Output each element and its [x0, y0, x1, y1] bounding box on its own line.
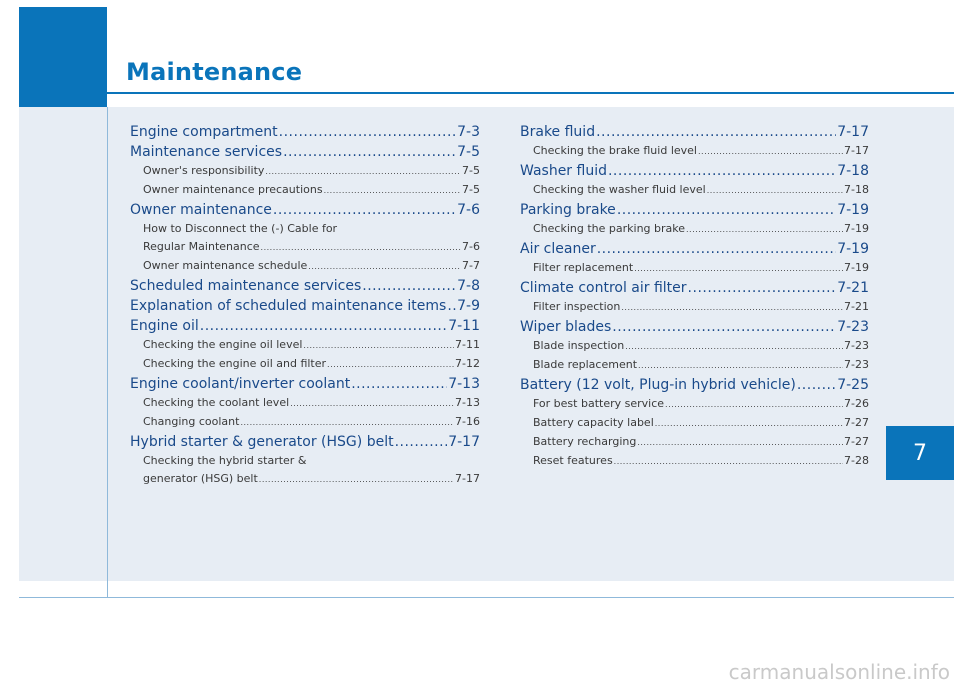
toc-leader-dots: [634, 260, 843, 278]
toc-entry-label: Checking the hybrid starter &: [143, 454, 307, 467]
toc-section-entry[interactable]: [130, 200, 480, 220]
toc-entry-label: generator (HSG) belt: [143, 472, 258, 485]
toc-leader-dots: [621, 299, 843, 317]
toc-page-number: 7-23: [837, 319, 869, 335]
toc-subsection-entry[interactable]: [520, 142, 869, 161]
toc-section-entry[interactable]: [520, 317, 869, 337]
toc-section-entry[interactable]: [130, 316, 480, 336]
toc-entry-label: Regular Maintenance: [143, 240, 260, 253]
toc-page-number: 7-6: [462, 240, 480, 253]
toc-leader-dots: [797, 375, 836, 395]
toc-leader-dots: [308, 258, 461, 276]
toc-entry-label: Engine compartment: [130, 124, 278, 140]
toc-leader-dots: [200, 316, 447, 336]
toc-entry-label: For best battery service: [533, 397, 665, 410]
toc-page-number: 7-8: [457, 278, 480, 294]
toc-leader-dots: [614, 453, 843, 471]
toc-leader-dots: [617, 200, 836, 220]
toc-entry-label: Checking the engine oil level: [143, 338, 303, 351]
toc-entry-label: Hybrid starter & generator (HSG) belt: [130, 434, 394, 450]
left-margin-rule: [107, 107, 108, 597]
toc-page-number: 7-17: [448, 434, 480, 450]
toc-entry-label: Owner maintenance precautions: [143, 183, 323, 196]
toc-leader-dots: [597, 239, 837, 259]
toc-entry-label: Checking the coolant level: [143, 396, 290, 409]
toc-section-entry[interactable]: [130, 432, 480, 452]
toc-page-number: 7-5: [457, 144, 480, 160]
toc-leader-dots: [395, 432, 448, 452]
toc-subsection-entry[interactable]: [130, 181, 480, 200]
toc-entry-label: How to Disconnect the (-) Cable for: [143, 222, 338, 235]
toc-entry-label: Washer fluid: [520, 163, 607, 179]
toc-subsection-entry[interactable]: [520, 337, 869, 356]
toc-entry-label: Owner maintenance schedule: [143, 259, 308, 272]
toc-leader-dots: [290, 395, 454, 413]
toc-leader-dots: [665, 396, 843, 414]
toc-leader-dots: [303, 337, 454, 355]
toc-leader-dots: [283, 142, 456, 162]
toc-page-number: 7-7: [462, 259, 480, 272]
toc-entry-label: Owner maintenance: [130, 202, 272, 218]
toc-section-entry[interactable]: [520, 278, 869, 298]
toc-page-number: 7-11: [455, 338, 480, 351]
toc-subsection-entry[interactable]: [130, 413, 480, 432]
toc-subsection-entry[interactable]: [130, 394, 480, 413]
toc-entry-label: Blade replacement: [533, 358, 638, 371]
toc-entry-label: Air cleaner: [520, 241, 596, 257]
toc-entry-label: Explanation of scheduled maintenance items: [130, 298, 447, 314]
toc-section-entry[interactable]: [130, 142, 480, 162]
toc-leader-dots: [240, 414, 454, 432]
toc-leader-dots: [686, 221, 843, 239]
toc-subsection-entry[interactable]: [520, 414, 869, 433]
toc-entry-label: Checking the brake fluid level: [533, 144, 697, 157]
toc-subsection-entry[interactable]: [520, 220, 869, 239]
toc-page-number: 7-3: [457, 124, 480, 140]
toc-entry-label: Filter inspection: [533, 300, 621, 313]
toc-entry-label: Battery (12 volt, Plug-in hybrid vehicle): [520, 377, 796, 393]
toc-entry-label: Brake fluid: [520, 124, 596, 140]
toc-page-number: 7-13: [455, 396, 480, 409]
title-underline: [107, 92, 954, 94]
toc-page-number: 7-27: [844, 416, 869, 429]
toc-page-number: 7-27: [844, 435, 869, 448]
toc-leader-dots: [273, 200, 456, 220]
toc-subsection-entry[interactable]: [130, 257, 480, 276]
toc-entry-label: Changing coolant: [143, 415, 240, 428]
toc-page-number: 7-21: [844, 300, 869, 313]
corner-color-block: [19, 7, 107, 107]
toc-leader-dots: [608, 161, 836, 181]
toc-entry-label: Wiper blades: [520, 319, 612, 335]
toc-leader-dots: [698, 143, 843, 161]
watermark: carmanualsonline.info: [728, 660, 950, 684]
toc-page-number: 7-6: [457, 202, 480, 218]
toc-subsection-entry[interactable]: [520, 433, 869, 452]
page-title: Maintenance: [126, 58, 303, 86]
toc-page-number: 7-23: [844, 358, 869, 371]
toc-section-entry[interactable]: [520, 239, 869, 259]
toc-subsection-entry[interactable]: [520, 259, 869, 278]
toc-entry-label: Owner's responsibility: [143, 164, 265, 177]
toc-page-number: 7-19: [837, 241, 869, 257]
toc-entry-label: Scheduled maintenance services: [130, 278, 362, 294]
toc-section-entry[interactable]: [520, 375, 869, 395]
toc-subsection-entry[interactable]: [520, 356, 869, 375]
toc-page-number: 7-17: [455, 472, 480, 485]
toc-leader-dots: [596, 122, 836, 142]
toc-page-number: 7-18: [844, 183, 869, 196]
toc-leader-dots: [707, 182, 843, 200]
toc-section-entry[interactable]: [520, 161, 869, 181]
toc-subsection-entry[interactable]: [130, 452, 480, 470]
toc-leader-dots: [324, 182, 461, 200]
toc-leader-dots: [265, 163, 461, 181]
toc-entry-label: Engine coolant/inverter coolant: [130, 376, 351, 392]
toc-entry-label: Climate control air filter: [520, 280, 687, 296]
toc-entry-label: Reset features: [533, 454, 613, 467]
toc-leader-dots: [625, 338, 843, 356]
toc-page-number: 7-16: [455, 415, 480, 428]
toc-subsection-entry[interactable]: [520, 395, 869, 414]
toc-page-number: 7-26: [844, 397, 869, 410]
toc-leader-dots: [637, 434, 843, 452]
chapter-tab[interactable]: 7: [886, 426, 954, 480]
toc-page-number: 7-11: [448, 318, 480, 334]
toc-leader-dots: [688, 278, 837, 298]
toc-leader-dots: [362, 276, 456, 296]
toc-page-number: 7-13: [448, 376, 480, 392]
toc-page-number: 7-19: [844, 261, 869, 274]
toc-section-entry[interactable]: [520, 122, 869, 142]
toc-page-number: 7-5: [462, 164, 480, 177]
toc-column-right: [520, 122, 869, 471]
toc-page-number: 7-21: [837, 280, 869, 296]
toc-subsection-entry[interactable]: [130, 220, 480, 238]
toc-column-left: [130, 122, 480, 489]
toc-entry-label: Blade inspection: [533, 339, 625, 352]
toc-subsection-entry[interactable]: [130, 162, 480, 181]
toc-entry-label: Battery capacity label: [533, 416, 654, 429]
toc-page-number: 7-23: [844, 339, 869, 352]
toc-section-entry[interactable]: [520, 200, 869, 220]
toc-entry-label: Maintenance services: [130, 144, 283, 160]
toc-leader-dots: [638, 357, 843, 375]
toc-subsection-entry[interactable]: [520, 298, 869, 317]
toc-page-number: 7-18: [837, 163, 869, 179]
toc-leader-dots: [327, 356, 454, 374]
toc-leader-dots: [447, 296, 456, 316]
toc-leader-dots: [351, 374, 447, 394]
toc-page-number: 7-28: [844, 454, 869, 467]
bottom-rule: [19, 597, 954, 598]
toc-page-number: 7-17: [837, 124, 869, 140]
toc-leader-dots: [259, 471, 454, 489]
toc-subsection-entry[interactable]: [130, 355, 480, 374]
toc-page-number: 7-12: [455, 357, 480, 370]
toc-leader-dots: [612, 317, 836, 337]
toc-page-number: 7-25: [837, 377, 869, 393]
toc-section-entry[interactable]: [130, 122, 480, 142]
toc-section-entry[interactable]: [130, 296, 480, 316]
toc-entry-label: Engine oil: [130, 318, 199, 334]
toc-entry-label: Battery recharging: [533, 435, 637, 448]
toc-subsection-entry[interactable]: [130, 238, 480, 257]
toc-entry-label: Checking the washer fluid level: [533, 183, 706, 196]
toc-page-number: 7-17: [844, 144, 869, 157]
toc-page-number: 7-9: [457, 298, 480, 314]
toc-section-entry[interactable]: [130, 374, 480, 394]
toc-entry-label: Checking the engine oil and filter: [143, 357, 327, 370]
toc-subsection-entry[interactable]: [520, 181, 869, 200]
toc-page-number: 7-19: [837, 202, 869, 218]
toc-entry-label: Parking brake: [520, 202, 616, 218]
toc-leader-dots: [655, 415, 843, 433]
toc-subsection-entry[interactable]: [130, 336, 480, 355]
toc-entry-label: Checking the parking brake: [533, 222, 686, 235]
toc-leader-dots: [279, 122, 456, 142]
toc-page-number: 7-19: [844, 222, 869, 235]
toc-entry-label: Filter replacement: [533, 261, 634, 274]
toc-page-number: 7-5: [462, 183, 480, 196]
toc-section-entry[interactable]: [130, 276, 480, 296]
toc-leader-dots: [261, 239, 462, 257]
toc-subsection-entry[interactable]: [520, 452, 869, 471]
toc-subsection-entry[interactable]: [130, 470, 480, 489]
